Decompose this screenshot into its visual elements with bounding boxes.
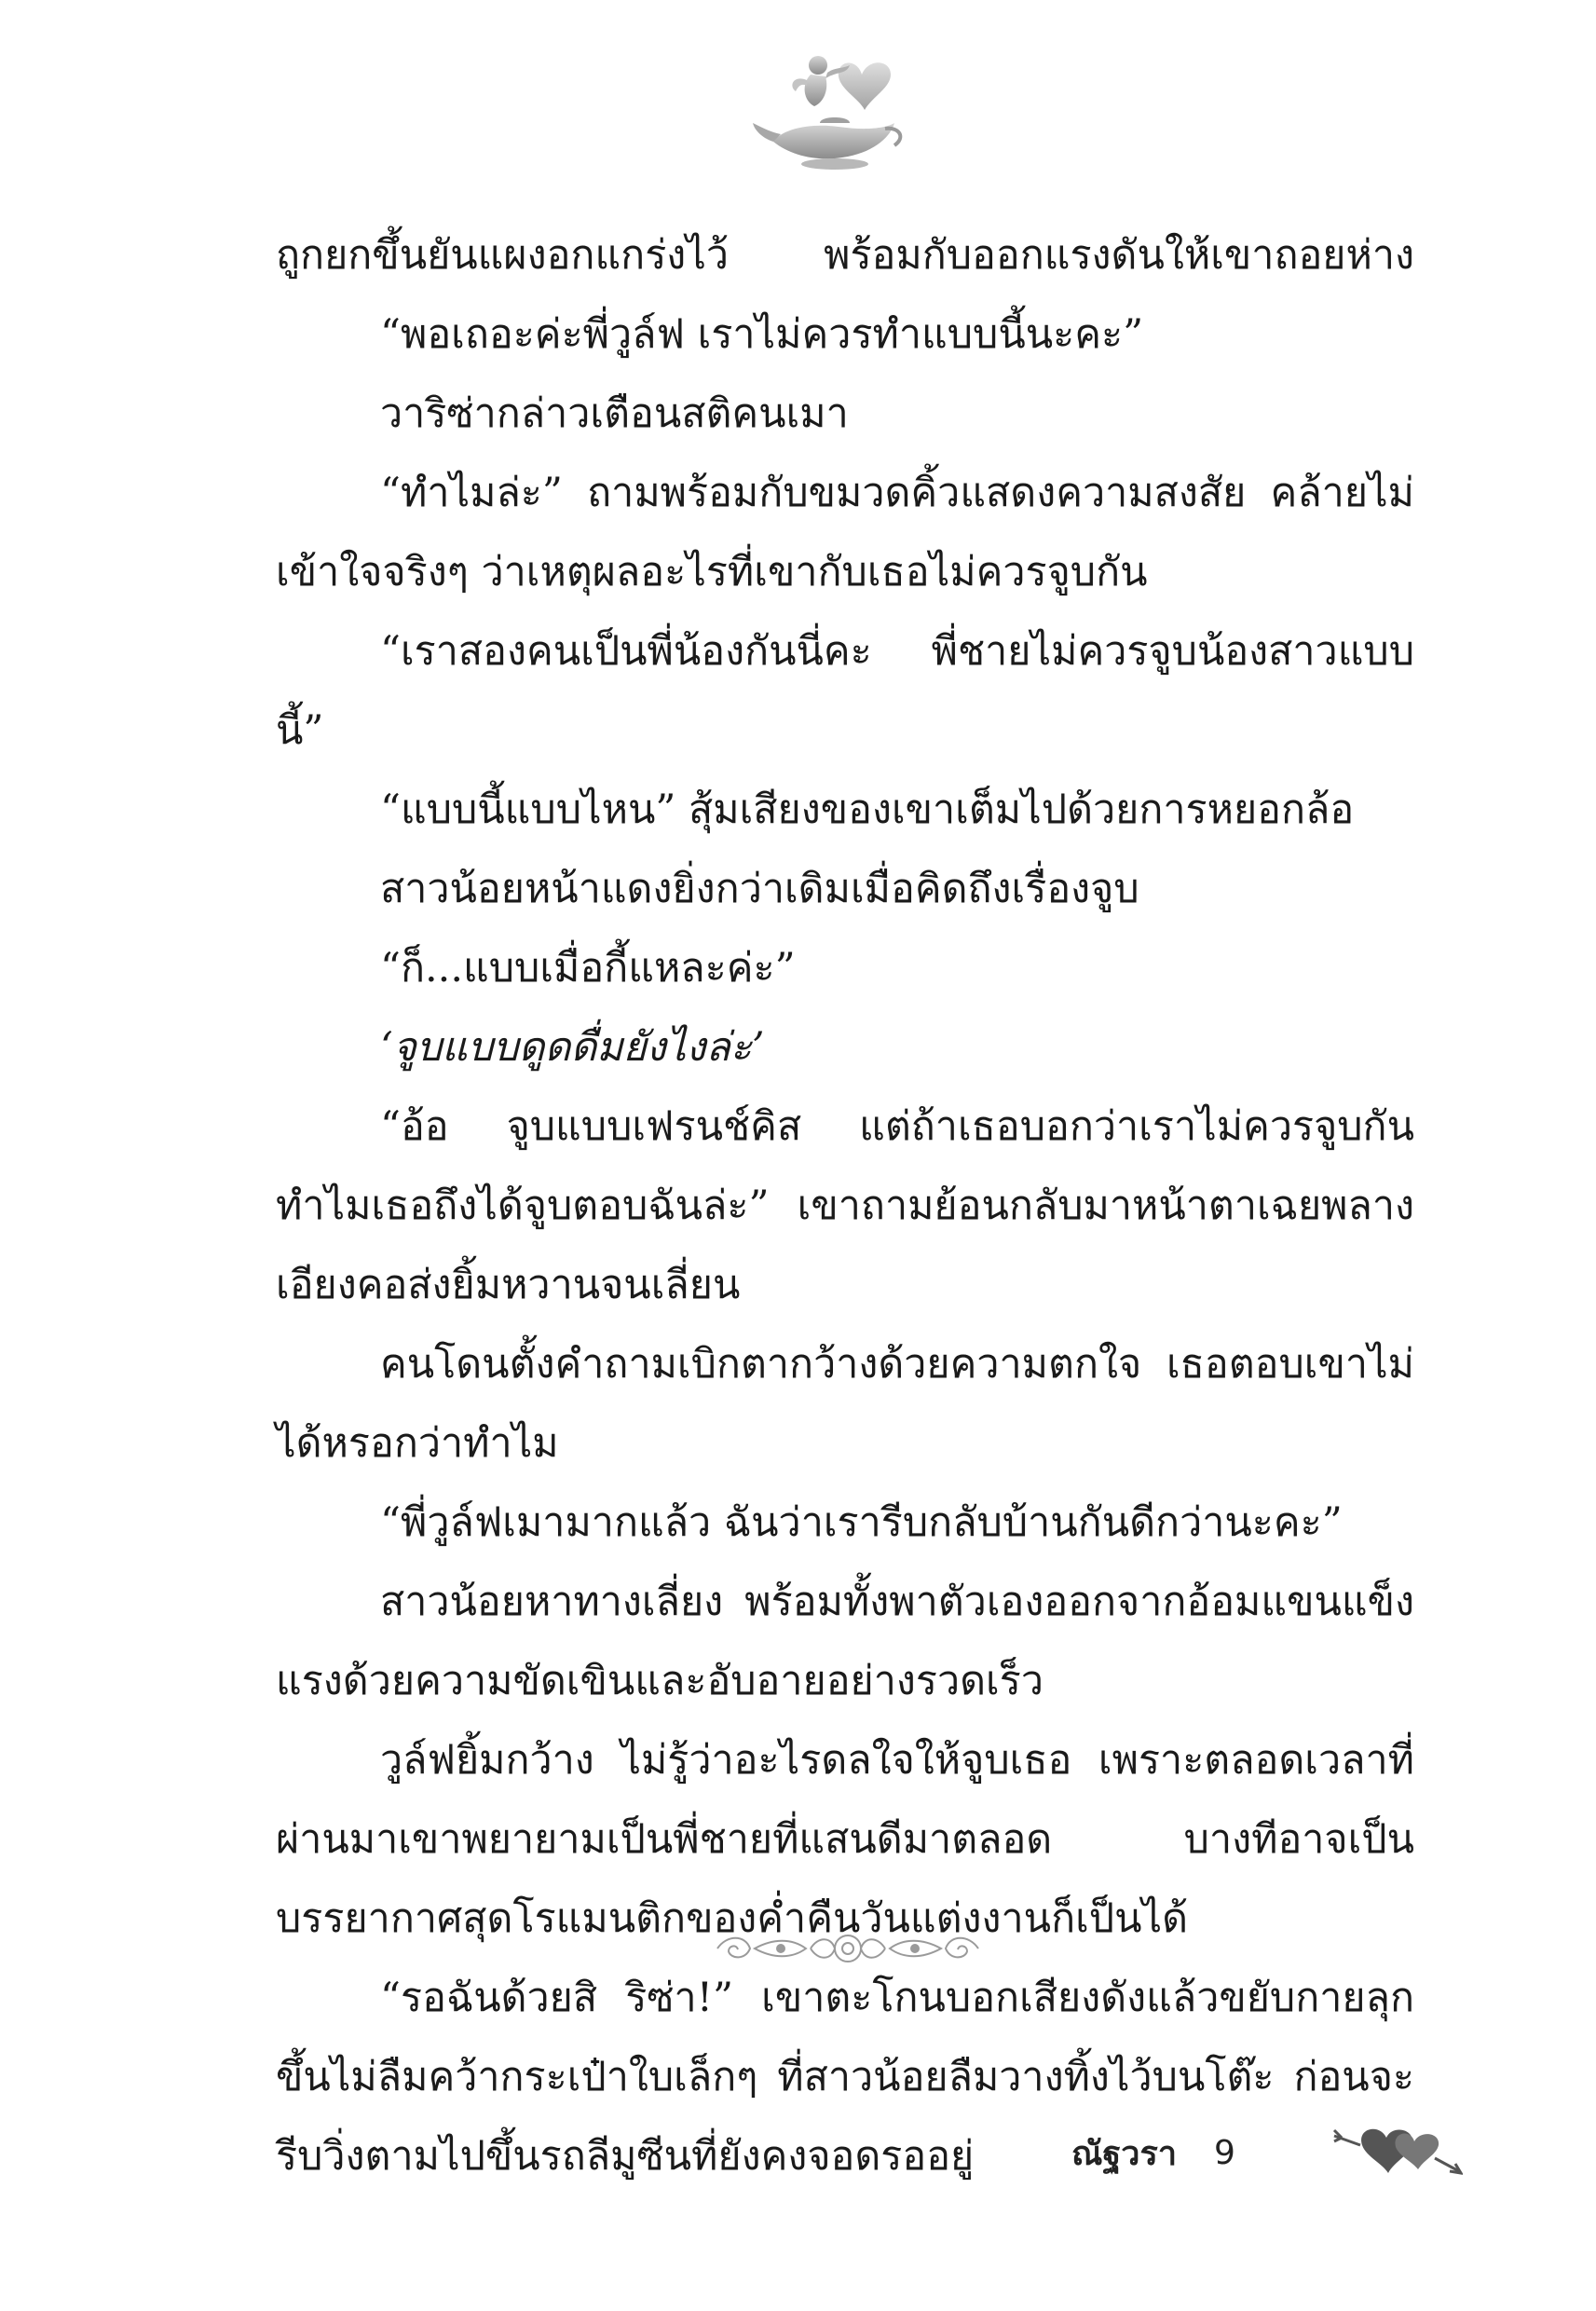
paragraph: วาริซ่ากล่าวเตือนสติคนเมา xyxy=(380,390,849,437)
paragraph: “เราสองคนเป็นพี่น้องกันนี่คะ พี่ชายไม่ควรจูบน้องสาวแบบนี้” xyxy=(276,628,1414,754)
paragraph: “แบบนี้แบบไหน” สุ้มเสียงของเขาเต็มไปด้วยการหยอกล้อ xyxy=(380,786,1355,833)
cupid-teapot-ornament-icon xyxy=(745,37,913,177)
paragraph: ถูกยกขึ้นยันแผงอกแกร่งไว้ พร้อมกับออกแรงดันให้เขาถอยห่าง xyxy=(276,232,1414,279)
floral-divider-ornament-icon xyxy=(708,1925,988,1972)
page-number: 9 xyxy=(1214,2133,1235,2172)
page-footer xyxy=(1071,2125,1235,2181)
author-name: ณัฐวรา xyxy=(1071,2134,1178,2173)
paragraph: คนโดนตั้งคำถามเบิกตากว้างด้วยความตกใจ เธอตอบเขาไม่ได้หรอกว่าทำไม xyxy=(276,1341,1414,1467)
paragraph: “ทำไมล่ะ” ถามพร้อมกับขมวดคิ้วแสดงความสงสัย คล้ายไม่เข้าใจจริงๆ ว่าเหตุผลอะไรที่เขากับเธอไม่ควรจูบกัน xyxy=(276,470,1414,595)
paragraph: วูล์ฟยิ้มกว้าง ไม่รู้ว่าอะไรดลใจให้จูบเธอ เพราะตลอดเวลาที่ผ่านมาเขาพยายามเป็นพี่ชายที่แสนดีมาตลอด บางทีอาจเป็นบรรยากาศสุดโรแมนติกของค่ำคืนวันแต่งงานก็เป็นได้ xyxy=(276,1737,1414,1942)
paragraph-italic: ‘จูบแบบดูดดื่มยังไงล่ะ’ xyxy=(380,1024,765,1071)
paragraph: สาวน้อยหน้าแดงยิ่งกว่าเดิมเมื่อคิดถึงเรื่องจูบ xyxy=(380,866,1139,912)
paragraph: “อ้อ จูบแบบเฟรนช์คิส แต่ถ้าเธอบอกว่าเราไม่ควรจูบกัน ทำไมเธอถึงได้จูบตอบฉันล่ะ” เขาถามย้อนกลับมาหน้าตาเฉยพลางเอียงคอส่งยิ้มหวานจนเลี่ยน xyxy=(276,1103,1414,1308)
paragraph: “รอฉันด้วยสิ ริซ่า!” เขาตะโกนบอกเสียงดังแล้วขยับกายลุกขึ้นไม่ลืมคว้ากระเป๋าใบเล็กๆ ที่สาวน้อยลืมวางทิ้งไว้บนโต๊ะ ก่อนจะรีบวิ่งตามไปขึ้นรถลีมูซีนที่ยังคงจอดรออยู่ xyxy=(276,1975,1414,2180)
paragraph: สาวน้อยหาทางเลี่ยง พร้อมทั้งพาตัวเองออกจากอ้อมแขนแข็งแรงด้วยความขัดเขินและอับอายอย่างรวดเร็ว xyxy=(276,1579,1414,1704)
paragraph: “ก็...แบบเมื่อกี้แหละค่ะ” xyxy=(380,945,796,991)
paragraph: “พอเถอะค่ะพี่วูล์ฟ เราไม่ควรทำแบบนี้นะคะ” xyxy=(380,311,1144,358)
hearts-arrow-icon xyxy=(1332,2117,1463,2182)
body-text xyxy=(276,216,1414,2196)
paragraph: “พี่วูล์ฟเมามากแล้ว ฉันว่าเรารีบกลับบ้านกันดีกว่านะคะ” xyxy=(380,1499,1343,1546)
